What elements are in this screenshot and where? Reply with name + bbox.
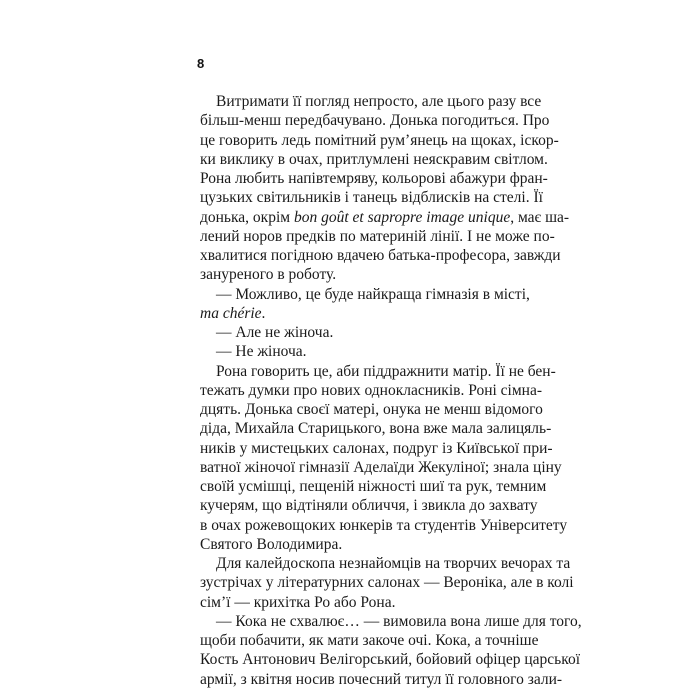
text-run: цузьких світильників і танець відблисків на стелі. Її [200,189,543,207]
text-line [200,131,559,150]
text-run: Рона говорить це, аби піддражнити матір. Її не бен- [216,362,556,380]
paragraph [200,342,520,361]
text-run: більш-менш передбачувано. Донька погодиться. Про [200,112,550,130]
text-line [200,554,571,573]
text-run: зануреного в роботу. [200,266,337,284]
paragraph [200,612,582,689]
text-line [200,111,550,130]
text-line [200,285,530,304]
text-run: — Кока не схвалює… — вимовила вона лише для того, [216,612,582,630]
text-line [200,362,556,381]
text-run: ників у мистецьких салонах, подруг із Київської при- [200,439,553,457]
text-line [200,246,561,265]
text-run: щоби побачити, як мати закоче очі. Кока, а точніше [200,632,539,649]
text-line [200,419,552,438]
italic-text: bon goût et sapropre image unique [293,208,511,226]
page-number: 8 [197,56,205,71]
text-run: в очах рожевощоких юнкерів та студентів Університету [200,516,568,534]
text-run: — Але не жіноча. [216,324,334,341]
text-run: лений норов предків по материній лінії. І не може по- [200,227,555,245]
text-line [200,535,520,554]
text-line [200,381,542,400]
text-run: це говорить ледь помітний рум’янець на щоках, іскор- [200,131,559,149]
text-run: хвалитися погідною вдачею батька-професора, завжди [200,247,561,264]
italic-text: ma chérie [200,304,262,322]
text-run: ки виклику в очах, притлумлені неяскравим світлом. [200,150,548,168]
body-text [200,92,582,689]
text-run: кучерям, що відтіняли обличчя, і звикла до захвату [200,497,538,515]
text-line [200,573,574,592]
text-run: діда, Михайла Старицького, вона вже мала залицяль- [200,420,552,438]
text-line [200,188,543,207]
text-line [200,265,520,284]
text-run: . [261,304,266,322]
paragraph [200,92,570,285]
text-line [200,150,548,169]
text-line [200,477,547,496]
text-run: Святого Володимира. [200,535,343,553]
text-line [200,650,581,669]
text-line [200,593,520,612]
paragraph [200,285,530,324]
text-line [200,612,582,631]
text-line [200,516,568,535]
text-line [200,458,562,477]
text-line [200,400,543,419]
text-run: — Можливо, це буде найкраща гімназія в місті, [216,285,530,303]
text-run: Рона любить напівтемряву, кольорові абажури фран- [200,170,548,187]
paragraph [200,323,520,342]
text-line [200,342,520,361]
text-line [200,670,563,689]
text-run: зустрічах у літературних салонах — Вероніка, але в колі [200,574,574,592]
text-run: ватної жіночої гімназії Аделаїди Жекуліної; знала ціну [200,458,562,476]
text-run: — Не жіноча. [216,343,307,361]
text-run: Витримати її погляд непросто, але цього разу все [216,93,542,110]
text-line [200,496,538,515]
text-line [200,439,553,458]
text-run: армії, з квітня носив почесний титул її головного зали- [200,670,563,688]
text-run: дцять. Донька своєї матері, онука не менш відомого [200,401,543,418]
text-line [200,304,520,323]
paragraph [200,554,574,612]
text-run: , має ша- [510,208,570,226]
text-run: Кость Антонович Велігорський, бойовий офіцер царської [200,651,581,669]
text-run: Для калейдоскопа незнайомців на творчих вечорах та [216,555,571,572]
text-line [200,169,548,188]
text-line [200,631,539,650]
text-run: сім’ї — крихітка Ро або Рона. [200,593,396,611]
text-run: своїй усмішці, пещеній ніжності шиї та рук, темним [200,478,547,495]
text-run: тежать думки про нових однокласників. Роні сімна- [200,381,542,399]
text-line [200,323,520,342]
text-run: донька, окрім [200,208,294,226]
text-line [200,227,555,246]
text-line [200,92,542,111]
paragraph [200,362,568,555]
text-line [200,208,570,227]
